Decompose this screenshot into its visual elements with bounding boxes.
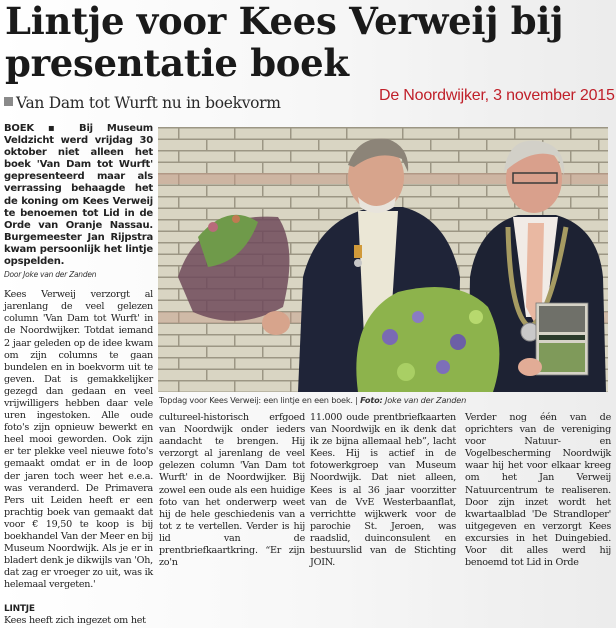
photo-credit-label: Foto: [360, 395, 383, 405]
caption-text: Topdag voor Kees Verweij: een lintje en een boek. [159, 395, 353, 405]
square-bullet-icon [4, 97, 13, 106]
headline: Lintje voor Kees Verweij bij presentatie boek [5, 0, 564, 85]
kicker-separator: ▪ [47, 123, 66, 134]
article-column-4 [465, 412, 611, 569]
kicker: BOEK [4, 123, 34, 134]
byline: Door Joke van der Zanden [4, 270, 97, 280]
photo-illustration [158, 127, 608, 392]
article-column-2 [159, 412, 305, 569]
article-column-1 [4, 123, 153, 628]
intertitle: LINTJE [4, 604, 35, 615]
photo-caption [159, 394, 614, 406]
body-paragraph: Verder nog één van de oprichters van de vereniging voor Natuur- en Vogelbescherming Noordwijk waar hij het voor elkaar kreeg om het Jan Verweij Natuurcentrum te realiseren. Door zijn inzet wordt het kwartaalblad 'De Strandloper' uitgegeven en verzorgt Kees excursies in het Duingebied. Voor dit alles werd hij benoemd tot Lid in Orde [465, 412, 611, 569]
article-column-3 [310, 412, 456, 569]
subheadline-text: Van Dam tot Wurft nu in boekvorm [16, 94, 281, 112]
article-photo [158, 127, 608, 392]
body-paragraph: cultureel-historisch erfgoed van Noordwijk onder ieders aandacht te brengen. Hij verzorgt al jarenlang de veel gelezen column 'Van Dam tot Wurft' in de Noordwijker. Bij zowel een oude als een huidige foto van het onderwerp weet hij de hele geschiedenis van a tot z te vertellen. Verder is hij lid van de prentbriefkaartkring. “Er zijn zo'n [159, 412, 305, 569]
body-paragraph: Kees heeft zich ingezet om het [4, 615, 146, 627]
photo-credit-name: Joke van der Zanden [384, 395, 467, 405]
body-paragraph: 11.000 oude prentbriefkaarten van Noordwijk en ik denk dat ik ze bijna allemaal heb”, lacht Kees. Hij is actief in de fotowerkgroep van Museum Noordwijk. Dat niet alleen, Kees is al 36 jaar voorzitter van de VvE Westerbaanflat, verrichtte wijkwerk voor de parochie St. Jeroen, was raadslid, duinconsulent en bestuurslid van de Stichting JOIN. [310, 412, 456, 569]
source-label: De Noordwijker, 3 november 2015 [379, 87, 615, 104]
lead-paragraph [4, 123, 153, 268]
body-paragraph: Kees Verweij verzorgt al jarenlang de veel gelezen column 'Van Dam tot Wurft' in de Noordwijker. Totdat iemand 2 jaar geleden op de idee kwam om zijn columns te gaan bundelen en in boekvorm uit te geven. Dat is gemakkelijker gezegd dan gedaan en veel vrijwilligers hebben daar vele uren ingestoken. Alle oude foto's zijn opnieuw bewerkt en heel mooi geworden. Ook zijn er ter plekke veel nieuwe foto's gemaakt omdat er in de loop der jaren toch weer het e.e.a. was veranderd. De Primavera Pers uit Leiden heeft er een prachtig boek van gemaakt dat voor € 19,50 te koop is bij boekhandel Van der Meer en bij Museum Noordwijk. Als je er in bladert denk je dikwijls van 'Oh, dat zag er vroeger zo uit, was ik helemaal vergeten.' [4, 289, 153, 591]
subheadline [4, 93, 281, 113]
caption-separator: | [355, 395, 358, 405]
lead-text: Bij Museum Veldzicht werd vrijdag 30 oktober niet alleen het boek 'Van Dam tot Wurft' gepresenteerd maar als verrassing behaagde het de koning om Kees Verweij te benoemen tot Lid in de Orde van Oranje Nassau. Burgemeester Jan Rijpstra kwam persoonlijk het lintje opspelden. [4, 123, 153, 268]
